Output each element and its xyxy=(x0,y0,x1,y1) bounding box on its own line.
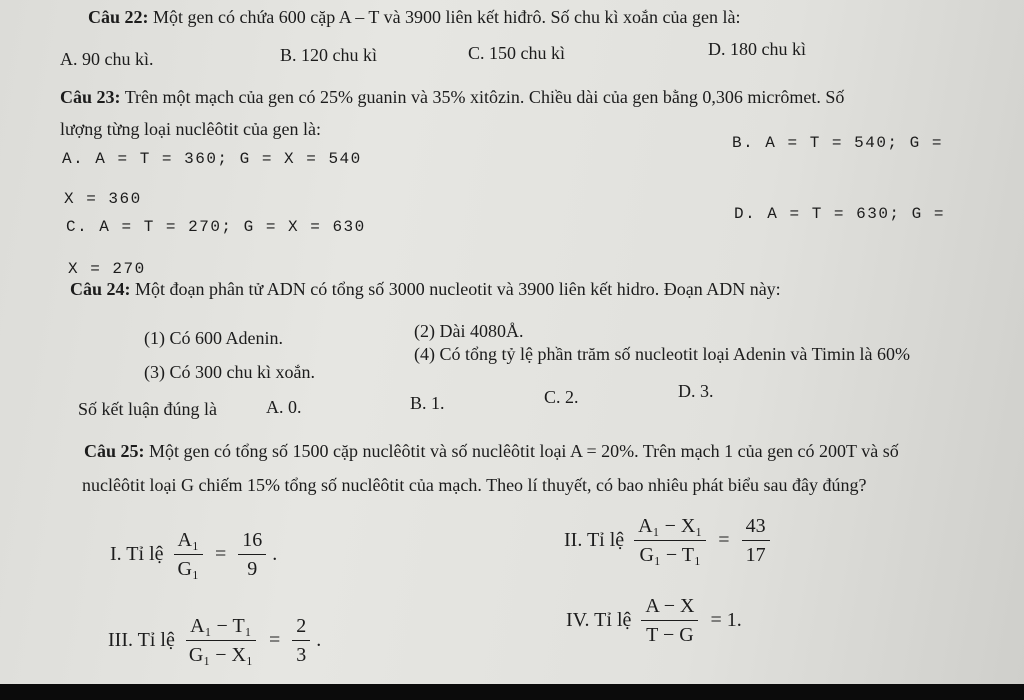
fraction-numerator: A₁ − T₁ xyxy=(186,614,256,641)
question-label: Câu 25: xyxy=(84,441,145,461)
fraction-denominator: 17 xyxy=(745,544,766,566)
q24-option-d: D. 3. xyxy=(678,381,714,401)
q25-statement-2 xyxy=(564,514,776,567)
question-label: Câu 22: xyxy=(88,7,149,27)
fraction-numerator: A₁ − X₁ xyxy=(634,514,706,541)
q24-option-b: B. 1. xyxy=(410,393,445,413)
q24-statement-4: (4) Có tổng tỷ lệ phần trăm số nucleotit loại Adenin và Timin là 60% xyxy=(414,344,910,364)
q25-statement-1 xyxy=(110,528,277,581)
q23-option-d: D. A = T = 630; G = xyxy=(734,205,945,223)
statement-label: IV. Tỉ lệ xyxy=(566,609,632,631)
fraction-numerator: A − X xyxy=(641,594,698,621)
equals-sign: = xyxy=(214,543,227,565)
fraction-denominator: T − G xyxy=(646,624,694,646)
q23-option-a: A. A = T = 360; G = X = 540 xyxy=(62,150,362,168)
fraction-numerator: A₁ xyxy=(174,528,203,555)
q25-statement-3 xyxy=(108,614,321,667)
bottom-black-bar xyxy=(0,684,1024,700)
question-text: Một đoạn phân tử ADN có tổng số 3000 nucleotit và 3900 liên kết hidro. Đoạn ADN này: xyxy=(130,279,781,299)
ratio-fraction xyxy=(174,528,203,581)
value-fraction xyxy=(292,614,310,667)
question-text: Một gen có tổng số 1500 cặp nuclêôtit và số nuclêôtit loại A = 20%. Trên mạch 1 của gen có 200T và số xyxy=(144,441,899,461)
question-label: Câu 24: xyxy=(70,279,131,299)
statement-label: I. Tỉ lệ xyxy=(110,543,164,565)
q22-option-a: A. 90 chu kì. xyxy=(60,49,154,69)
question-23-line2: lượng từng loại nuclêôtit của gen là: xyxy=(60,119,321,139)
question-24 xyxy=(70,278,781,300)
equals-sign: = xyxy=(268,629,281,651)
fraction-denominator: G₁ xyxy=(177,558,199,580)
fraction-numerator: 16 xyxy=(238,528,266,555)
equals-one: = 1. xyxy=(710,609,742,631)
fraction-denominator: 9 xyxy=(247,558,258,580)
q24-statement-3: (3) Có 300 chu kì xoắn. xyxy=(144,362,315,382)
q23-option-b-cont: X = 360 xyxy=(64,190,142,208)
question-25 xyxy=(84,440,899,462)
period: . xyxy=(316,629,322,651)
q23-option-c: C. A = T = 270; G = X = 630 xyxy=(66,218,366,236)
q23-option-d-cont: X = 270 xyxy=(68,260,146,278)
question-label: Câu 23: xyxy=(60,87,121,107)
question-25-line2: nuclêôtit loại G chiếm 15% tổng số nuclêôtit của mạch. Theo lí thuyết, có bao nhiêu phát biểu sau đây đúng? xyxy=(82,475,867,495)
q22-option-d: D. 180 chu kì xyxy=(708,39,806,59)
q24-prompt: Số kết luận đúng là xyxy=(78,399,217,419)
question-text: Một gen có chứa 600 cặp A – T và 3900 liên kết hiđrô. Số chu kì xoắn của gen là: xyxy=(148,7,741,27)
q22-option-b: B. 120 chu kì xyxy=(280,45,377,65)
q24-statement-2: (2) Dài 4080Å. xyxy=(414,321,524,341)
q24-statement-1: (1) Có 600 Adenin. xyxy=(144,328,283,348)
q24-option-c: C. 2. xyxy=(544,387,579,407)
ratio-fraction xyxy=(185,614,257,667)
q23-option-b: B. A = T = 540; G = xyxy=(732,134,943,152)
statement-label: III. Tỉ lệ xyxy=(108,629,175,651)
ratio-fraction xyxy=(641,594,698,647)
q22-option-c: C. 150 chu kì xyxy=(468,43,565,63)
value-fraction xyxy=(238,528,266,581)
equals-sign: = xyxy=(718,529,730,551)
fraction-numerator: 2 xyxy=(292,614,310,641)
value-fraction xyxy=(742,514,770,567)
statement-label: II. Tỉ lệ xyxy=(564,529,625,551)
q24-option-a: A. 0. xyxy=(266,397,302,417)
period: . xyxy=(272,543,278,565)
fraction-denominator: 3 xyxy=(296,644,307,666)
q25-statement-4 xyxy=(566,594,748,647)
fraction-denominator: G₁ − T₁ xyxy=(639,544,701,566)
ratio-fraction xyxy=(634,514,706,567)
question-23 xyxy=(60,86,844,108)
question-22 xyxy=(88,6,741,28)
fraction-denominator: G₁ − X₁ xyxy=(188,644,253,666)
question-text: Trên một mạch của gen có 25% guanin và 35% xitôzin. Chiều dài của gen bằng 0,306 micrômet. Số xyxy=(120,87,845,107)
fraction-numerator: 43 xyxy=(742,514,770,541)
